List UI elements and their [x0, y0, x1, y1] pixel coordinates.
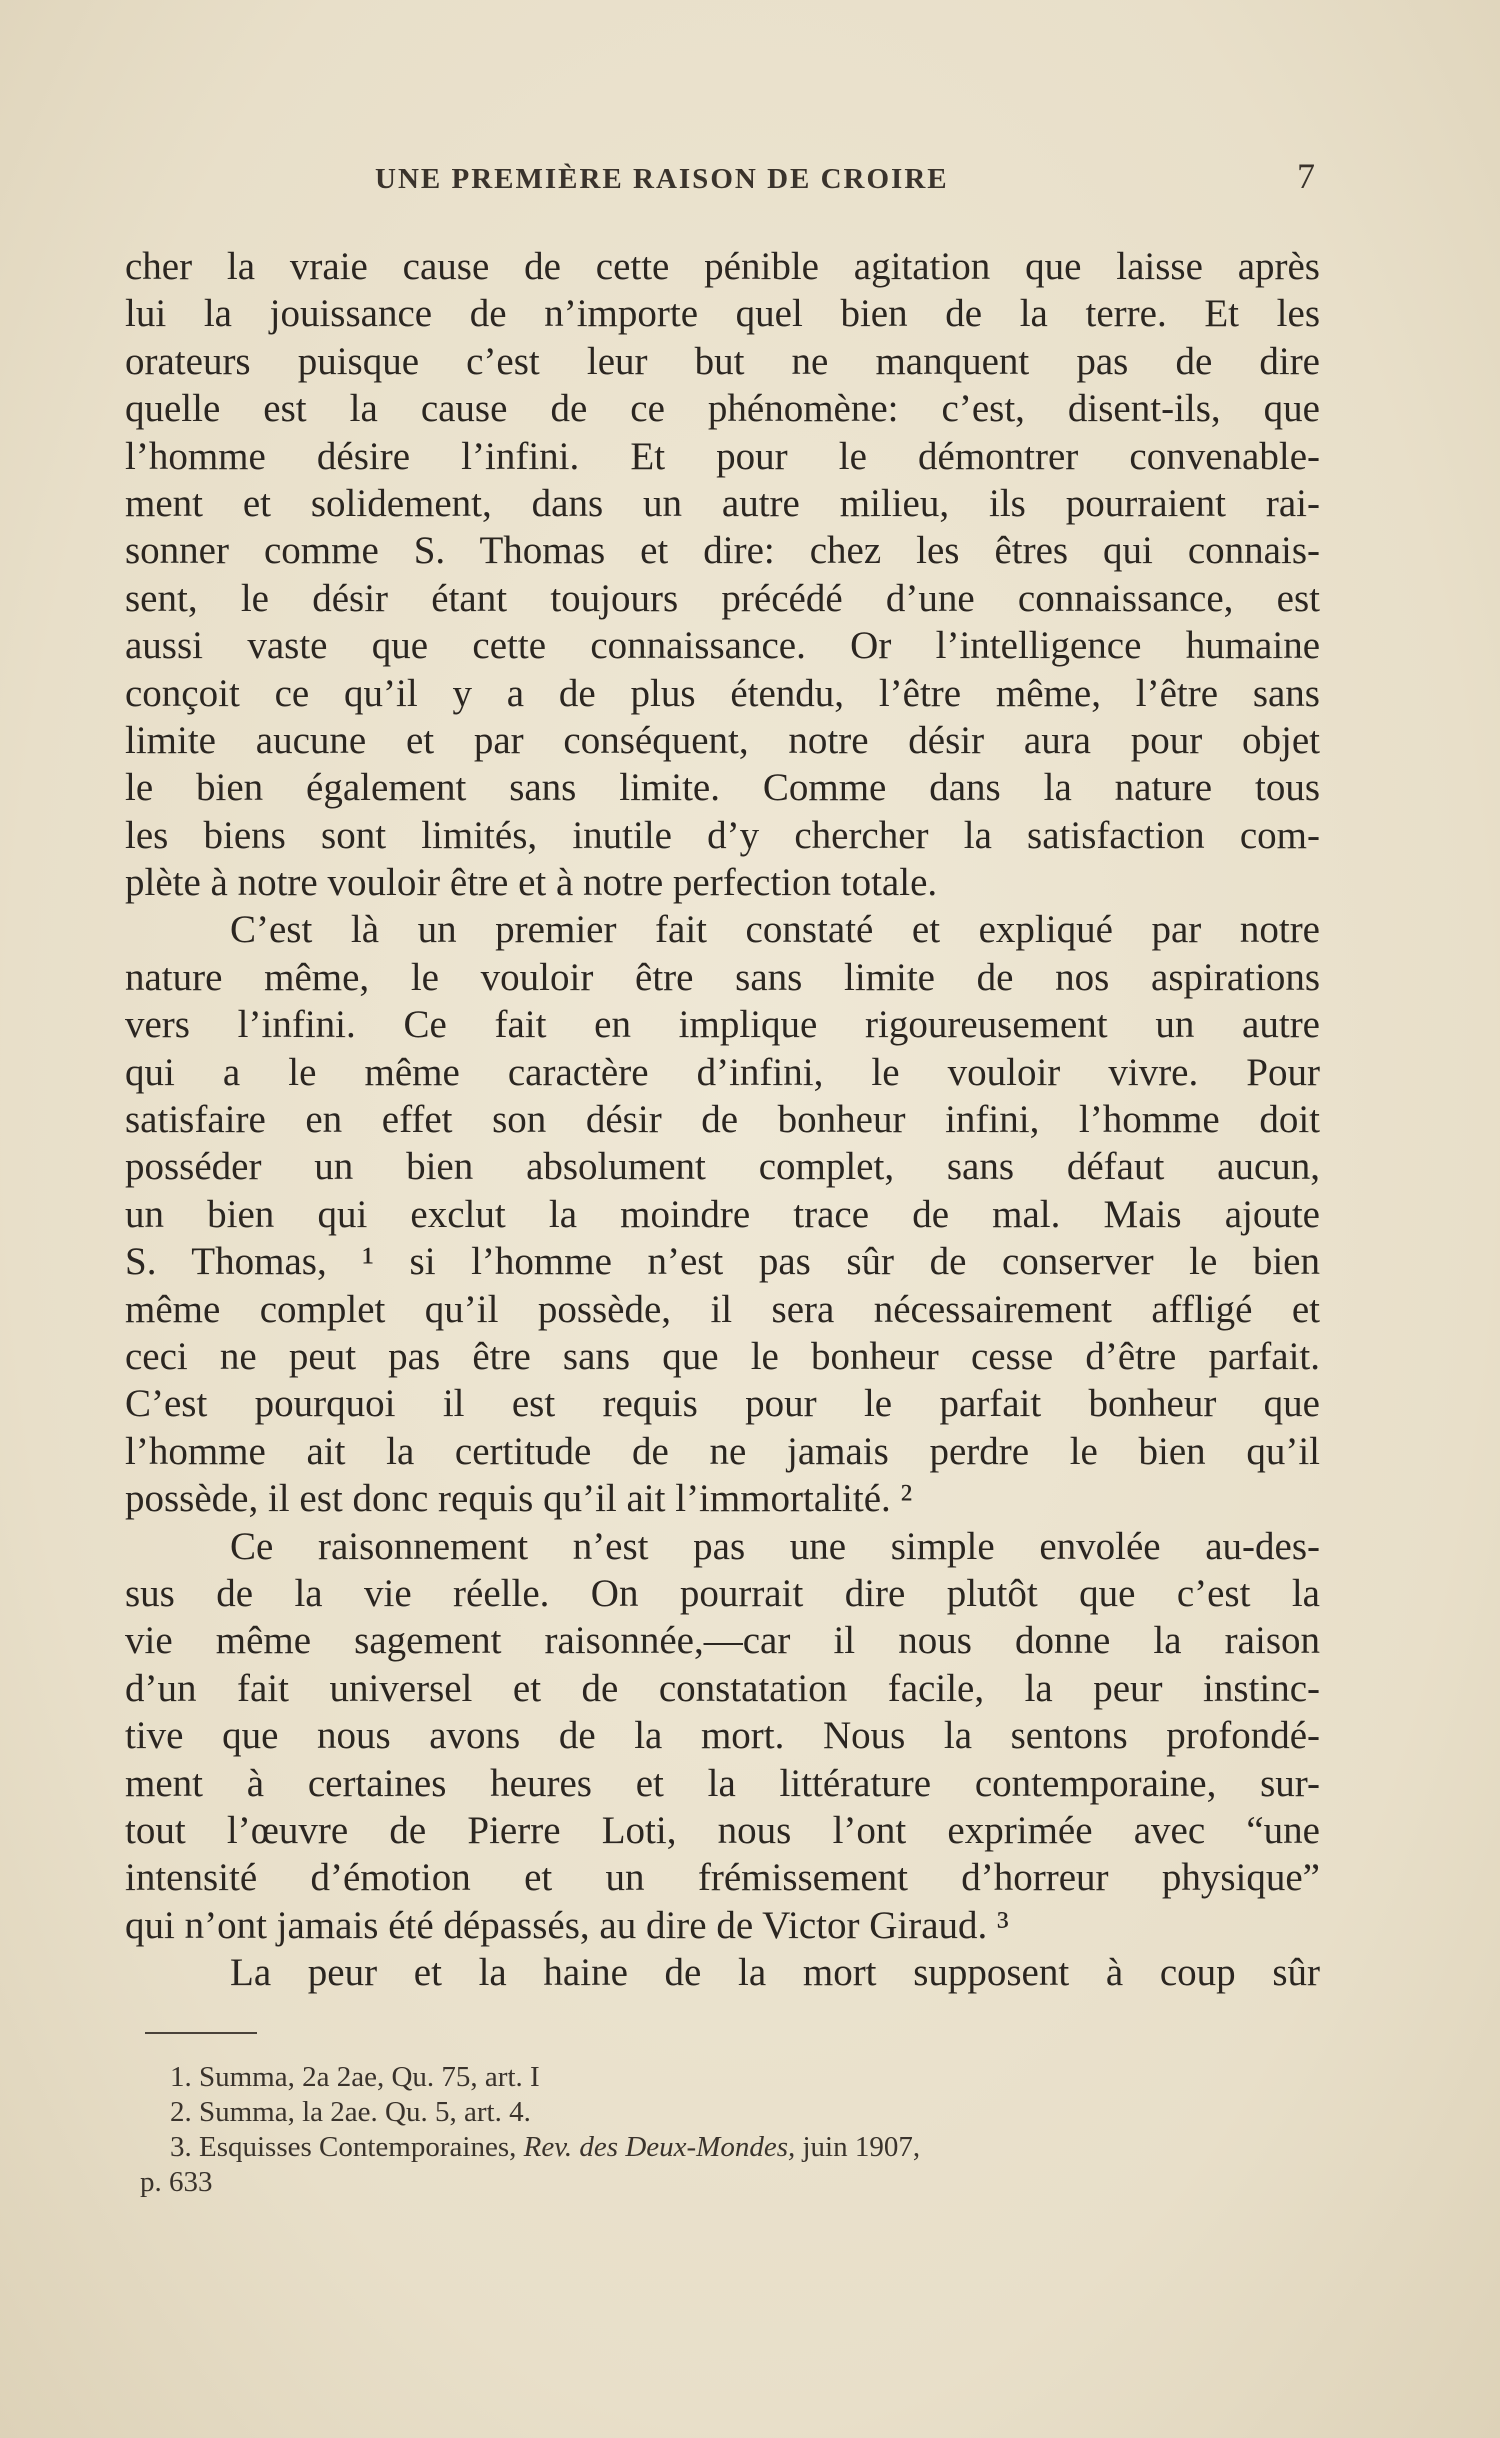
text-line: un bien qui exclut la moindre trace de mal. Mais ajoute	[125, 1192, 1320, 1236]
footnote-3-page: p. 633	[140, 2166, 213, 2198]
text-line: lui la jouissance de n’importe quel bien de la terre. Et les	[125, 292, 1320, 336]
text-line: ceci ne peut pas être sans que le bonheur cesse d’être parfait.	[125, 1334, 1320, 1378]
text-line: d’un fait universel et de constatation facile, la peur instinc-	[125, 1666, 1320, 1710]
footnote-3	[170, 2130, 1320, 2165]
text-line: aussi vaste que cette connaissance. Or l’intelligence humaine	[125, 624, 1320, 668]
text-line: satisfaire en effet son désir de bonheur infini, l’homme doit	[125, 1098, 1320, 1142]
running-title: UNE PREMIÈRE RAISON DE CROIRE	[375, 163, 949, 195]
text-line: le bien également sans limite. Comme dans la nature tous	[125, 766, 1320, 810]
paragraph-start-line: La peur et la haine de la mort supposent à coup sûr	[230, 1951, 1320, 1995]
text-line: l’homme désire l’infini. Et pour le démontrer convenable-	[125, 434, 1320, 478]
text-line: ment et solidement, dans un autre milieu, ils pourraient rai-	[125, 481, 1320, 525]
text-line: limite aucune et par conséquent, notre désir aura pour objet	[125, 718, 1320, 762]
footnote-1: 1. Summa, 2a 2ae, Qu. 75, art. I	[170, 2061, 540, 2093]
text-line: ment à certaines heures et la littérature contemporaine, sur-	[125, 1761, 1320, 1805]
page-header	[135, 155, 1315, 205]
text-line: tive que nous avons de la mort. Nous la sentons profondé-	[125, 1714, 1320, 1758]
text-line: nature même, le vouloir être sans limite de nos aspirations	[125, 955, 1320, 999]
text-line: plète à notre vouloir être et à notre perfection totale.	[125, 861, 938, 905]
text-line: sus de la vie réelle. On pourrait dire plutôt que c’est la	[125, 1571, 1320, 1615]
text-line: orateurs puisque c’est leur but ne manquent pas de dire	[125, 339, 1320, 383]
text-line: sonner comme S. Thomas et dire: chez les êtres qui connais-	[125, 529, 1320, 573]
text-line: vers l’infini. Ce fait en implique rigoureusement un autre	[125, 1003, 1320, 1047]
footnote-divider	[145, 2032, 257, 2034]
text-line: cher la vraie cause de cette pénible agitation que laisse après	[125, 245, 1320, 288]
text-line: même complet qu’il possède, il sera nécessairement affligé et	[125, 1287, 1320, 1331]
text-line: l’homme ait la certitude de ne jamais perdre le bien qu’il	[125, 1429, 1320, 1473]
footnote-3-journal: Rev. des Deux-Mondes,	[523, 2131, 796, 2163]
text-line: les biens sont limités, inutile d’y chercher la satisfaction com-	[125, 813, 1320, 857]
text-line: quelle est la cause de ce phénomène: c’est, disent-ils, que	[125, 387, 1320, 431]
text-line: qui n’ont jamais été dépassés, au dire de Victor Giraud. ³	[125, 1903, 1009, 1947]
footnote-2: 2. Summa, la 2ae. Qu. 5, art. 4.	[170, 2096, 531, 2128]
text-line: S. Thomas, ¹ si l’homme n’est pas sûr de conserver le bien	[125, 1240, 1320, 1284]
text-line: possède, il est donc requis qu’il ait l’immortalité. ²	[125, 1477, 913, 1521]
text-line: qui a le même caractère d’infini, le vouloir vivre. Pour	[125, 1050, 1320, 1094]
text-line: C’est pourquoi il est requis pour le parfait bonheur que	[125, 1382, 1320, 1426]
page-number: 7	[1297, 156, 1315, 196]
text-line: conçoit ce qu’il y a de plus étendu, l’être même, l’être sans	[125, 671, 1320, 715]
footnote-3-text: 3. Esquisses Contemporaines,	[170, 2131, 517, 2163]
footnote-3-date: juin 1907,	[802, 2131, 921, 2163]
body-text	[125, 243, 1320, 1996]
paragraph-start-line: C’est là un premier fait constaté et expliqué par notre	[230, 908, 1320, 952]
text-line: posséder un bien absolument complet, sans défaut aucun,	[125, 1145, 1320, 1189]
paragraph-start-line: Ce raisonnement n’est pas une simple envolée au-des-	[230, 1524, 1320, 1568]
text-line: vie même sagement raisonnée,—car il nous donne la raison	[125, 1619, 1320, 1663]
text-line: sent, le désir étant toujours précédé d’une connaissance, est	[125, 576, 1320, 620]
footnotes	[140, 2060, 1320, 2200]
text-line: tout l’œuvre de Pierre Loti, nous l’ont exprimée avec “une	[125, 1808, 1320, 1852]
text-line: intensité d’émotion et un frémissement d’horreur physique”	[125, 1856, 1320, 1900]
